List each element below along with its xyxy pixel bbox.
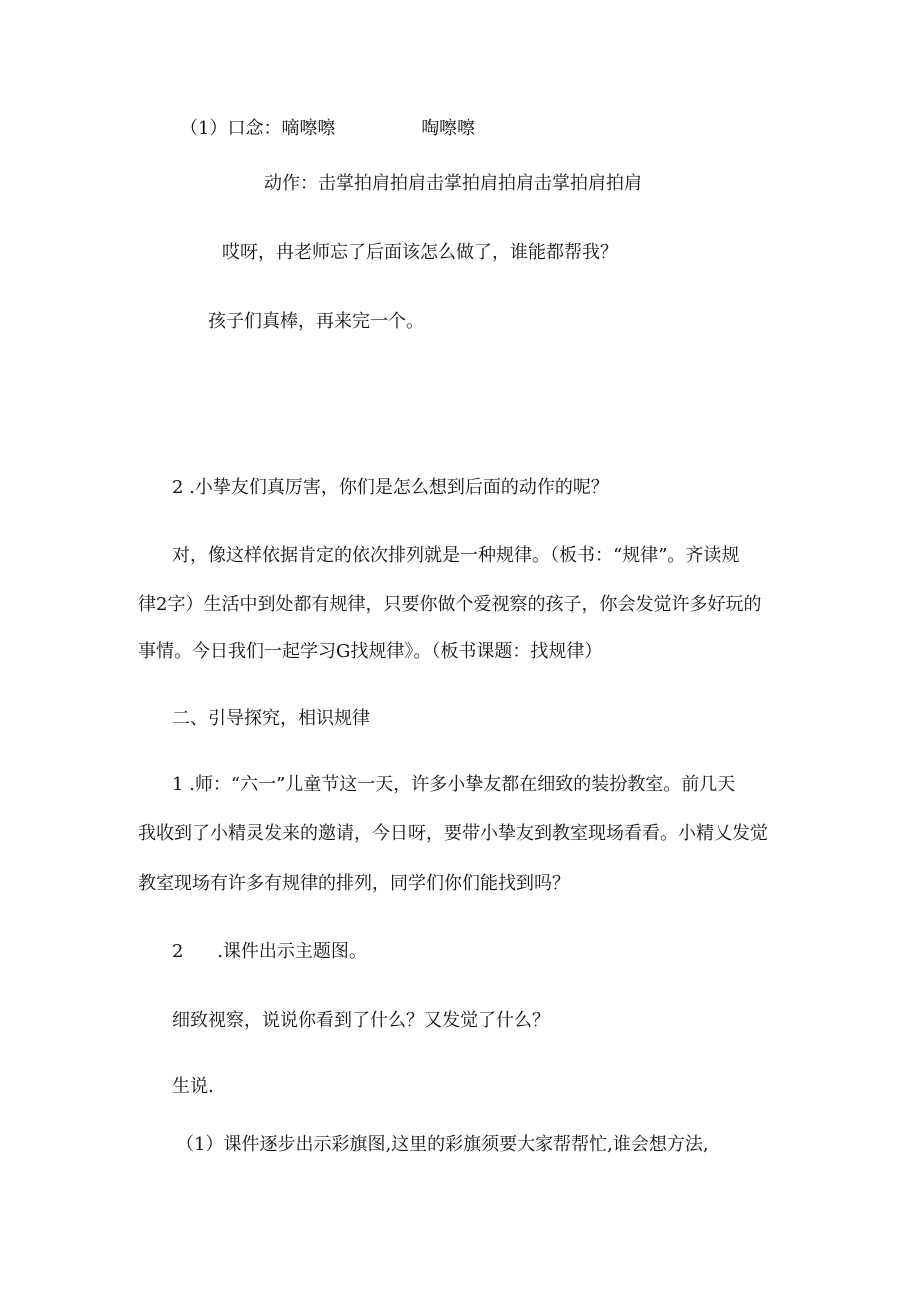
item-2-text: .课件出示主题图。 (217, 941, 367, 962)
section-heading: 二、引导探究，相识规律 (172, 708, 370, 729)
chant-part-1: （1）口念：嘀嚓嚓 (180, 118, 336, 139)
item-1-line-3: 教室现场有许多有规律的排列，同学们你们能找到吗？ (138, 873, 570, 894)
students-say: 生说. (172, 1076, 214, 1097)
paragraph-line-1: 对，像这样依据肯定的依次排列就是一种规律。（板书：“规律”。齐读规 (172, 545, 740, 566)
item-1-line-1: 1 .师：“六一”儿童节这一天，许多小挚友都在细致的装扮教室。前几天 (172, 774, 736, 795)
paragraph-line-3: 事情。今日我们一起学习G找规律》。（板书课题：找规律） (138, 641, 603, 662)
observe-prompt: 细致视察，说说你看到了什么？又发觉了什么？ (172, 1010, 550, 1031)
paragraph-line-2: 律2字）生活中到处都有规律，只要你做个爱视察的孩子，你会发觉许多好玩的 (138, 594, 762, 615)
praise-line: 孩子们真棒，再来完一个。 (208, 311, 424, 332)
action-line: 动作：击掌拍肩拍肩击掌拍肩拍肩击掌拍肩拍肩 (264, 173, 642, 194)
item-2-number: 2 (172, 941, 184, 962)
chant-part-2: 啕嚓嚓 (421, 118, 476, 139)
flag-item-line: （1）课件逐步出示彩旗图,这里的彩旗须要大家帮帮忙,谁会想方法, (176, 1134, 709, 1155)
item-2-question: 2 .小挚友们真厉害，你们是怎么想到后面的动作的呢？ (172, 477, 609, 498)
chant-line (180, 118, 475, 140)
item-2-line (172, 941, 367, 963)
item-1-line-2: 我收到了小精灵发来的邀请，今日呀，要带小挚友到教室现场看看。小精乂发觉 (138, 823, 768, 844)
teacher-question: 哎呀，冉老师忘了后面该怎么做了，谁能都帮我？ (222, 242, 618, 263)
